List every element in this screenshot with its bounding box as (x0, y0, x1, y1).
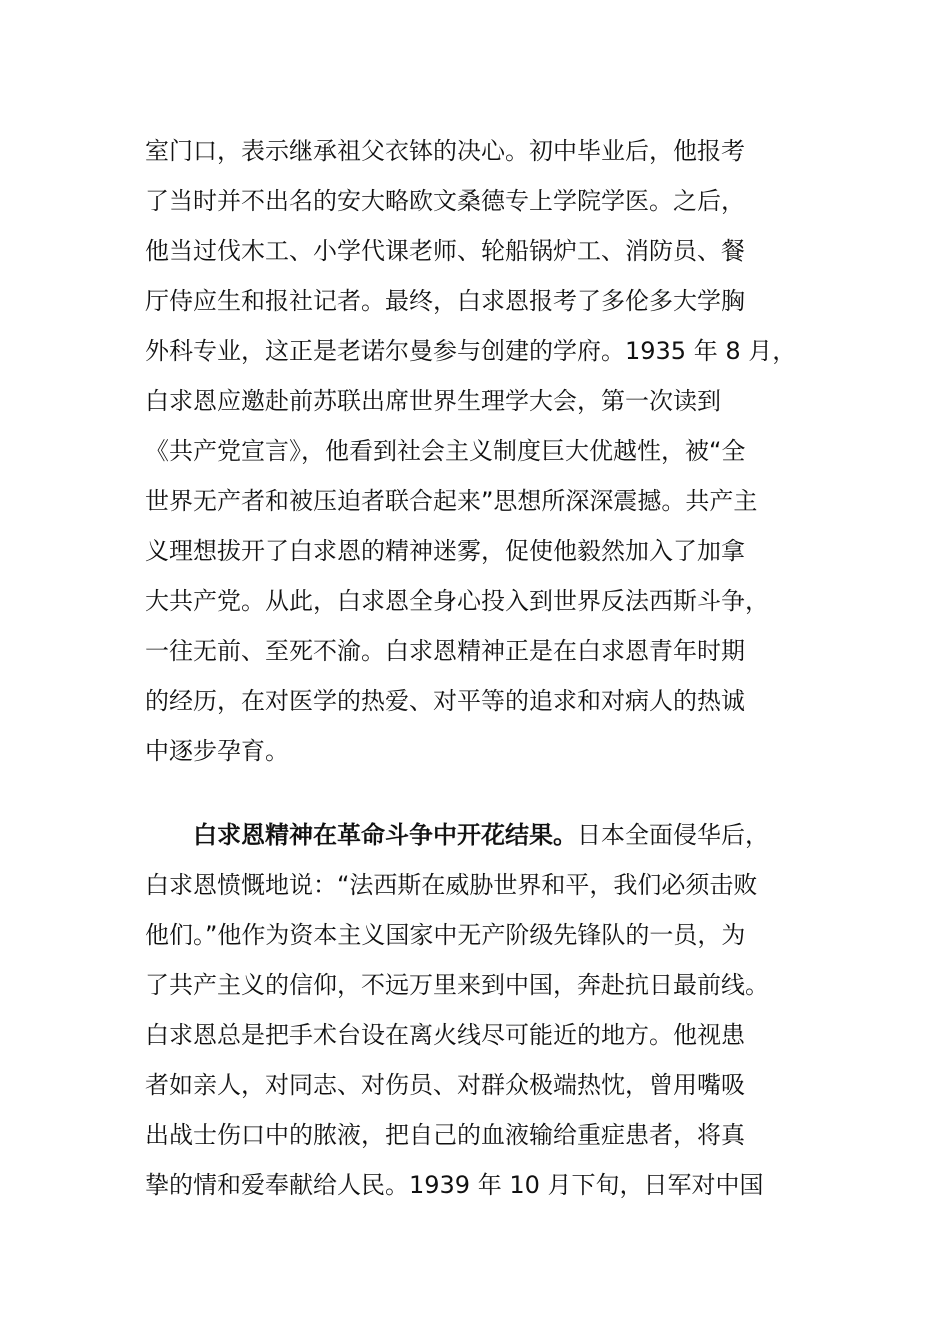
text-line: 挚的情和爱奉献给人民。1939 年 10 月下旬，日军对中国 (145, 1171, 764, 1199)
section-heading: 白求恩精神在革命斗争中开花结果。 (193, 821, 577, 849)
text-line: 白求恩应邀赴前苏联出席世界生理学大会，第一次读到 (145, 387, 721, 415)
paragraph-first-line (145, 810, 845, 860)
text-line: 白求恩愤慨地说：“法西斯在威胁世界和平，我们必须击败 (145, 871, 758, 899)
text-line: 中逐步孕育。 (145, 737, 289, 765)
text-line: 世界无产者和被压迫者联合起来”思想所深深震撼。共产主 (145, 487, 758, 515)
text-line: 白求恩总是把手术台设在离火线尽可能近的地方。他视患 (145, 1021, 745, 1049)
paragraph-1 (145, 126, 845, 776)
text-line: 的经历，在对医学的热爱、对平等的追求和对病人的热诚 (145, 687, 745, 715)
text-line: 外科专业，这正是老诺尔曼参与创建的学府。1935 年 8 月， (145, 337, 797, 365)
text-line: 室门口，表示继承祖父衣钵的决心。初中毕业后，他报考 (145, 137, 745, 165)
text-line: 了共产主义的信仰，不远万里来到中国，奔赴抗日最前线。 (145, 971, 769, 999)
paragraph-2 (145, 810, 845, 1210)
heading-continuation: 日本全面侵华后， (577, 821, 769, 849)
text-line: 一往无前、至死不渝。白求恩精神正是在白求恩青年时期 (145, 637, 745, 665)
text-line: 了当时并不出名的安大略欧文桑德专上学院学医。之后， (145, 187, 745, 215)
text-line: 《共产党宣言》，他看到社会主义制度巨大优越性，被“全 (145, 437, 746, 465)
text-line: 厅侍应生和报社记者。最终，白求恩报考了多伦多大学胸 (145, 287, 745, 315)
text-line: 大共产党。从此，白求恩全身心投入到世界反法西斯斗争， (145, 587, 769, 615)
text-line: 义理想拔开了白求恩的精神迷雾，促使他毅然加入了加拿 (145, 537, 745, 565)
text-line: 他当过伐木工、小学代课老师、轮船锅炉工、消防员、餐 (145, 237, 745, 265)
text-line: 出战士伤口中的脓液，把自己的血液输给重症患者，将真 (145, 1121, 745, 1149)
text-line: 他们。”他作为资本主义国家中无产阶级先锋队的一员，为 (145, 921, 746, 949)
text-line: 者如亲人，对同志、对伤员、对群众极端热忱，曾用嘴吸 (145, 1071, 745, 1099)
